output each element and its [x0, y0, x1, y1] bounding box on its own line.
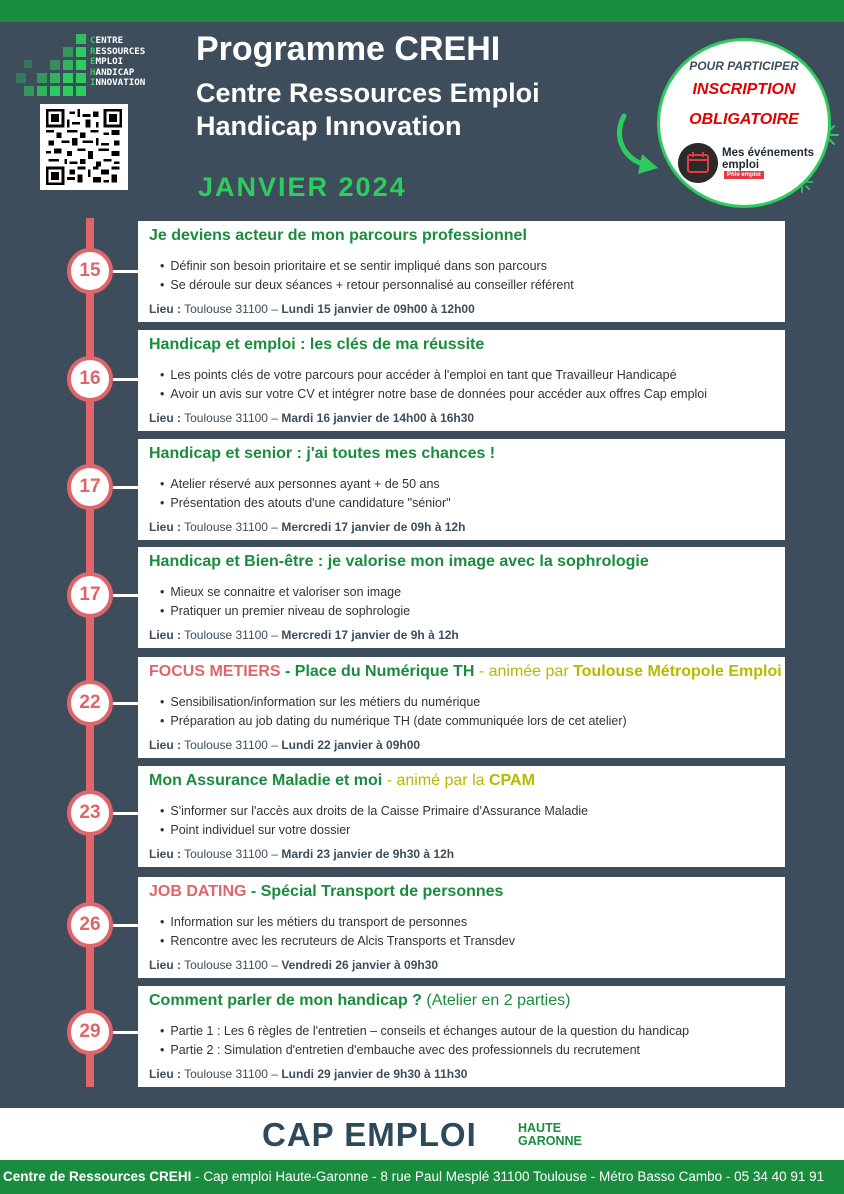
timeline-connector — [113, 378, 139, 381]
page-subtitle-line1: Centre Ressources Emploi — [196, 78, 540, 108]
event-day-badge: 16 — [67, 356, 113, 402]
event-bullet: • S'informer sur l'accès aux droits de la Caisse Primaire d'Assurance Maladie — [160, 802, 588, 821]
event-bullets — [160, 366, 707, 404]
crehi-logo-text: CENTRE RESSOURCES EMPLOI HANDICAP INNOVATION — [90, 35, 146, 88]
event-card[interactable] — [138, 986, 785, 1087]
event-title: Mon Assurance Maladie et moi - animé par la CPAM — [149, 772, 535, 789]
top-green-bar — [0, 0, 844, 22]
timeline-connector — [113, 270, 139, 273]
badge-registration: INSCRIPTION — [692, 81, 796, 98]
event-location: Lieu : Toulouse 31100 – Lundi 22 janvier à 09h00 — [149, 738, 421, 752]
page-title: Programme CREHI — [196, 30, 501, 68]
event-day-badge: 29 — [67, 1009, 113, 1055]
event-bullets — [160, 693, 627, 731]
qr-code-icon — [45, 109, 123, 185]
event-bullet: • Partie 1 : Les 6 règles de l'entretien – conseils et échanges autour de la question du handicap — [160, 1022, 689, 1041]
event-bullet: • Rencontre avec les recruteurs de Alcis Transports et Transdev — [160, 932, 515, 951]
event-day-badge: 17 — [67, 464, 113, 510]
event-bullet: • Définir son besoin prioritaire et se sentir impliqué dans son parcours — [160, 257, 574, 276]
event-title: FOCUS METIERS - Place du Numérique TH - animée par Toulouse Métropole Emploi — [149, 663, 782, 680]
event-card[interactable] — [138, 330, 785, 431]
event-title: Comment parler de mon handicap ? (Atelier en 2 parties) — [149, 992, 571, 1009]
page-subtitle-line2: Handicap Innovation — [196, 111, 462, 141]
event-card[interactable] — [138, 439, 785, 540]
event-bullets — [160, 475, 451, 513]
timeline-connector — [113, 1031, 139, 1034]
event-day-badge: 15 — [67, 248, 113, 294]
event-bullets — [160, 257, 574, 295]
event-title: JOB DATING - Spécial Transport de personnes — [149, 883, 504, 900]
event-card[interactable] — [138, 657, 785, 758]
event-bullets — [160, 1022, 689, 1060]
event-bullet: • Les points clés de votre parcours pour accéder à l'emploi en tant que Travailleur Handicapé — [160, 366, 707, 385]
timeline-connector — [113, 486, 139, 489]
badge-mandatory: OBLIGATOIRE — [689, 111, 799, 128]
event-card[interactable] — [138, 547, 785, 648]
mes-evenements-emploi-label: Mes événements emploi — [722, 147, 815, 171]
event-title: Handicap et emploi : les clés de ma réussite — [149, 336, 485, 353]
event-bullet: • Mieux se connaitre et valoriser son image — [160, 583, 410, 602]
registration-badge[interactable] — [657, 38, 831, 208]
event-location: Lieu : Toulouse 31100 – Mardi 16 janvier de 14h00 à 16h30 — [149, 411, 475, 425]
calendar-icon — [678, 143, 718, 183]
event-day-badge: 26 — [67, 902, 113, 948]
qr-code[interactable] — [40, 104, 128, 190]
event-title: Handicap et Bien-être : je valorise mon image avec la sophrologie — [149, 553, 649, 570]
timeline-connector — [113, 594, 139, 597]
event-bullets — [160, 583, 410, 621]
event-bullet: • Préparation au job dating du numérique TH (date communiquée lors de cet atelier) — [160, 712, 627, 731]
cap-emploi-logo: CAP EMPLOI — [262, 1116, 477, 1153]
event-bullet: • Se déroule sur deux séances + retour personnalisé au conseiller référent — [160, 276, 574, 295]
event-card[interactable] — [138, 877, 785, 978]
cap-emploi-region: HAUTE GARONNE — [518, 1121, 582, 1148]
month-label: JANVIER 2024 — [198, 172, 407, 202]
event-location: Lieu : Toulouse 31100 – Mardi 23 janvier de 9h30 à 12h — [149, 847, 455, 861]
event-card[interactable] — [138, 221, 785, 322]
event-bullet: • Avoir un avis sur votre CV et intégrer notre base de données pour accéder aux offres Cap emploi — [160, 385, 707, 404]
event-location: Lieu : Toulouse 31100 – Mercredi 17 janvier de 09h à 12h — [149, 520, 466, 534]
event-day-badge: 17 — [67, 572, 113, 618]
event-title: Je deviens acteur de mon parcours professionnel — [149, 227, 527, 244]
footer-contact-bar: Centre de Ressources CREHI - Cap emploi Haute-Garonne - 8 rue Paul Mesplé 31100 Toulouse - Métro Basso Cambo - 05 34 40 91 91 — [0, 1160, 844, 1194]
event-location: Lieu : Toulouse 31100 – Lundi 15 janvier de 09h00 à 12h00 — [149, 302, 475, 316]
event-bullets — [160, 802, 588, 840]
event-card[interactable] — [138, 766, 785, 867]
curved-arrow-icon — [612, 112, 662, 178]
event-bullet: • Présentation des atouts d'une candidature "sénior" — [160, 494, 451, 513]
event-day-badge: 22 — [67, 680, 113, 726]
event-title: Handicap et senior : j'ai toutes mes chances ! — [149, 445, 496, 462]
event-location: Lieu : Toulouse 31100 – Lundi 29 janvier de 9h30 à 11h30 — [149, 1067, 468, 1081]
event-bullet: • Atelier réservé aux personnes ayant + de 50 ans — [160, 475, 451, 494]
timeline-connector — [113, 924, 139, 927]
event-bullet: • Partie 2 : Simulation d'entretien d'embauche avec des professionnels du recrutement — [160, 1041, 689, 1060]
timeline-line — [86, 218, 94, 1087]
badge-intro: POUR PARTICIPER — [689, 59, 799, 73]
timeline-connector — [113, 812, 139, 815]
event-location: Lieu : Toulouse 31100 – Vendredi 26 janvier à 09h30 — [149, 958, 439, 972]
pole-emploi-tag: Pôle emploi — [724, 171, 764, 179]
event-bullet: • Information sur les métiers du transport de personnes — [160, 913, 515, 932]
event-day-badge: 23 — [67, 790, 113, 836]
event-bullets — [160, 913, 515, 951]
event-bullet: • Pratiquer un premier niveau de sophrologie — [160, 602, 410, 621]
timeline-connector — [113, 702, 139, 705]
event-bullet: • Sensibilisation/information sur les métiers du numérique — [160, 693, 627, 712]
event-bullet: • Point individuel sur votre dossier — [160, 821, 588, 840]
event-location: Lieu : Toulouse 31100 – Mercredi 17 janvier de 9h à 12h — [149, 628, 459, 642]
